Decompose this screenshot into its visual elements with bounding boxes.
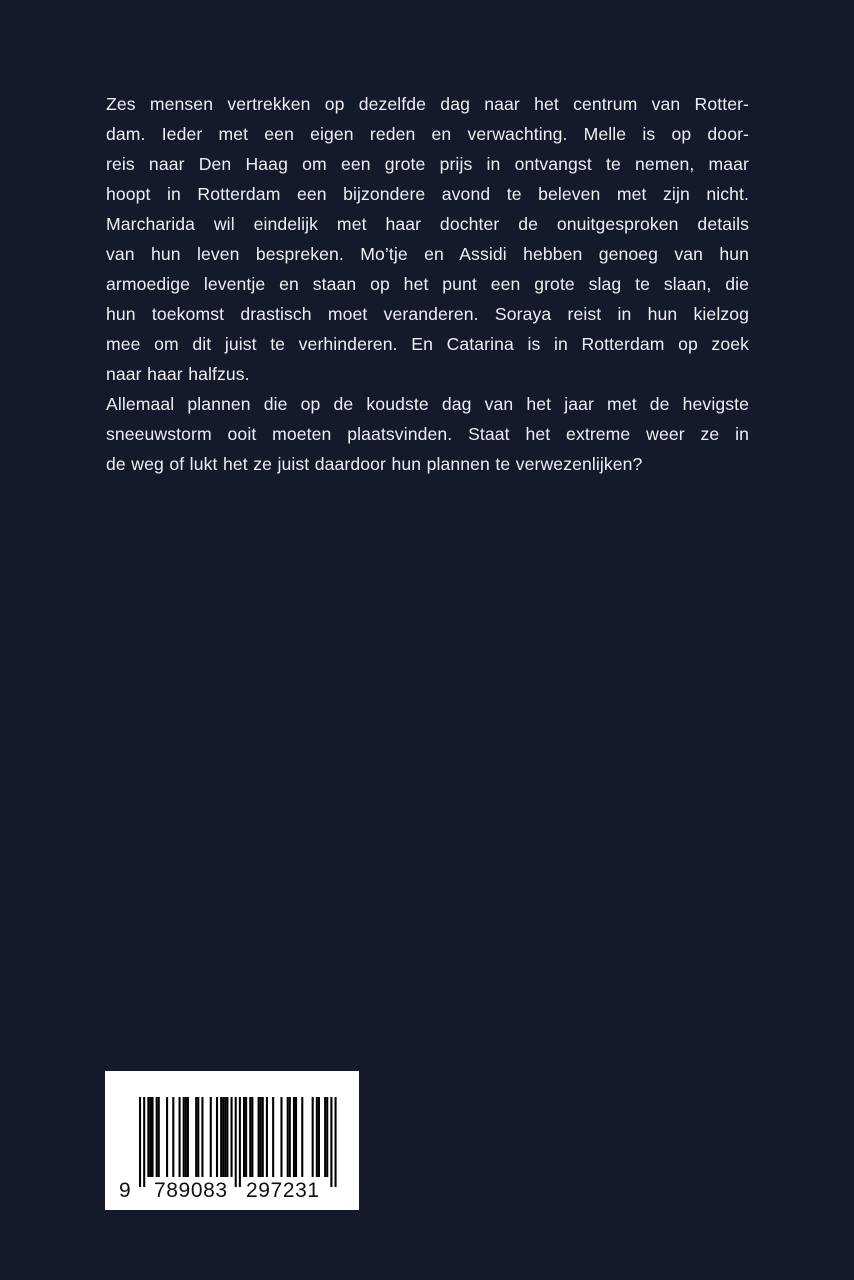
barcode-bar (243, 1097, 245, 1177)
barcode-bar (195, 1097, 197, 1177)
barcode-right-group: 297231 (246, 1179, 320, 1202)
barcode-bar (220, 1097, 222, 1177)
barcode-bar (289, 1097, 291, 1177)
blurb-line: hoopt in Rotterdam een bijzondere avond te beleven met zijn nicht. (106, 184, 749, 204)
barcode-bar (201, 1097, 203, 1177)
barcode-bar (316, 1097, 318, 1177)
blurb-line: de weg of lukt het ze juist daardoor hun plannen te verwezenlijken? (106, 454, 643, 474)
barcode-bar (166, 1097, 168, 1177)
barcode-bar (151, 1097, 153, 1177)
barcode-bar (287, 1097, 289, 1177)
barcode-bar (301, 1097, 303, 1177)
blurb-line: armoedige leventje en staan op het punt een grote slag te slaan, die (106, 274, 749, 294)
barcode-bar (185, 1097, 187, 1177)
barcode-bar (249, 1097, 251, 1177)
blurb-line: mee om dit juist te verhinderen. En Catarina is in Rotterdam op zoek (106, 334, 749, 354)
barcode-bar (156, 1097, 158, 1177)
barcode-first-digit: 9 (119, 1179, 131, 1202)
barcode-left-group: 789083 (154, 1179, 228, 1202)
barcode-bar (210, 1097, 212, 1177)
blurb-line: reis naar Den Haag om een grote prijs in ontvangst te nemen, maar (106, 154, 749, 174)
barcode-bar (312, 1097, 314, 1177)
barcode-bar (172, 1097, 174, 1177)
barcode-bar (318, 1097, 320, 1177)
barcode-bar (143, 1097, 145, 1187)
barcode-bar (235, 1097, 237, 1187)
blurb-line: Zes mensen vertrekken op dezelfde dag naar het centrum van Rotter- (106, 94, 749, 114)
blurb-line: sneeuwstorm ooit moeten plaatsvinden. Staat het extreme weer ze in (106, 424, 749, 444)
barcode-bar (158, 1097, 160, 1177)
blurb-line: hun toekomst drastisch moet veranderen. Soraya reist in hun kielzog (106, 304, 749, 324)
barcode-bar (335, 1097, 337, 1187)
barcode-bar (239, 1097, 241, 1187)
barcode-bar (272, 1097, 274, 1177)
barcode-bar (224, 1097, 226, 1177)
blurb-line: naar haar halfzus. (106, 364, 250, 384)
blurb-line: van hun leven bespreken. Mo’tje en Assidi hebben genoeg van hun (106, 244, 749, 264)
barcode-bar (262, 1097, 264, 1177)
barcode-bar (183, 1097, 185, 1177)
barcode-bar (226, 1097, 228, 1177)
barcode-bar (293, 1097, 295, 1177)
barcode-bar (139, 1097, 141, 1187)
back-cover-blurb (106, 89, 749, 479)
barcode-bar (330, 1097, 332, 1187)
barcode-bar (222, 1097, 224, 1177)
barcode-bar (197, 1097, 199, 1177)
blurb-line: Marcharida wil eindelijk met haar dochter de onuitgesproken details (106, 214, 749, 234)
barcode-bar (251, 1097, 253, 1177)
barcode-bar (216, 1097, 218, 1177)
blurb-line: dam. Ieder met een eigen reden en verwachting. Melle is op door- (106, 124, 749, 144)
barcode-bars (105, 1071, 359, 1210)
barcode-bar (147, 1097, 149, 1177)
barcode-bar (245, 1097, 247, 1177)
barcode-bar (326, 1097, 328, 1177)
barcode-bar (324, 1097, 326, 1177)
blurb-line: Allemaal plannen die op de koudste dag van het jaar met de hevigste (106, 394, 749, 414)
barcode-bar (258, 1097, 260, 1177)
barcode-bar (266, 1097, 268, 1177)
barcode-bar (179, 1097, 181, 1177)
barcode-bar (295, 1097, 297, 1177)
barcode-bar (260, 1097, 262, 1177)
barcode-bar (231, 1097, 233, 1177)
barcode-bar (187, 1097, 189, 1177)
barcode-bar (280, 1097, 282, 1177)
barcode-bar (149, 1097, 151, 1177)
isbn-barcode (105, 1071, 359, 1210)
